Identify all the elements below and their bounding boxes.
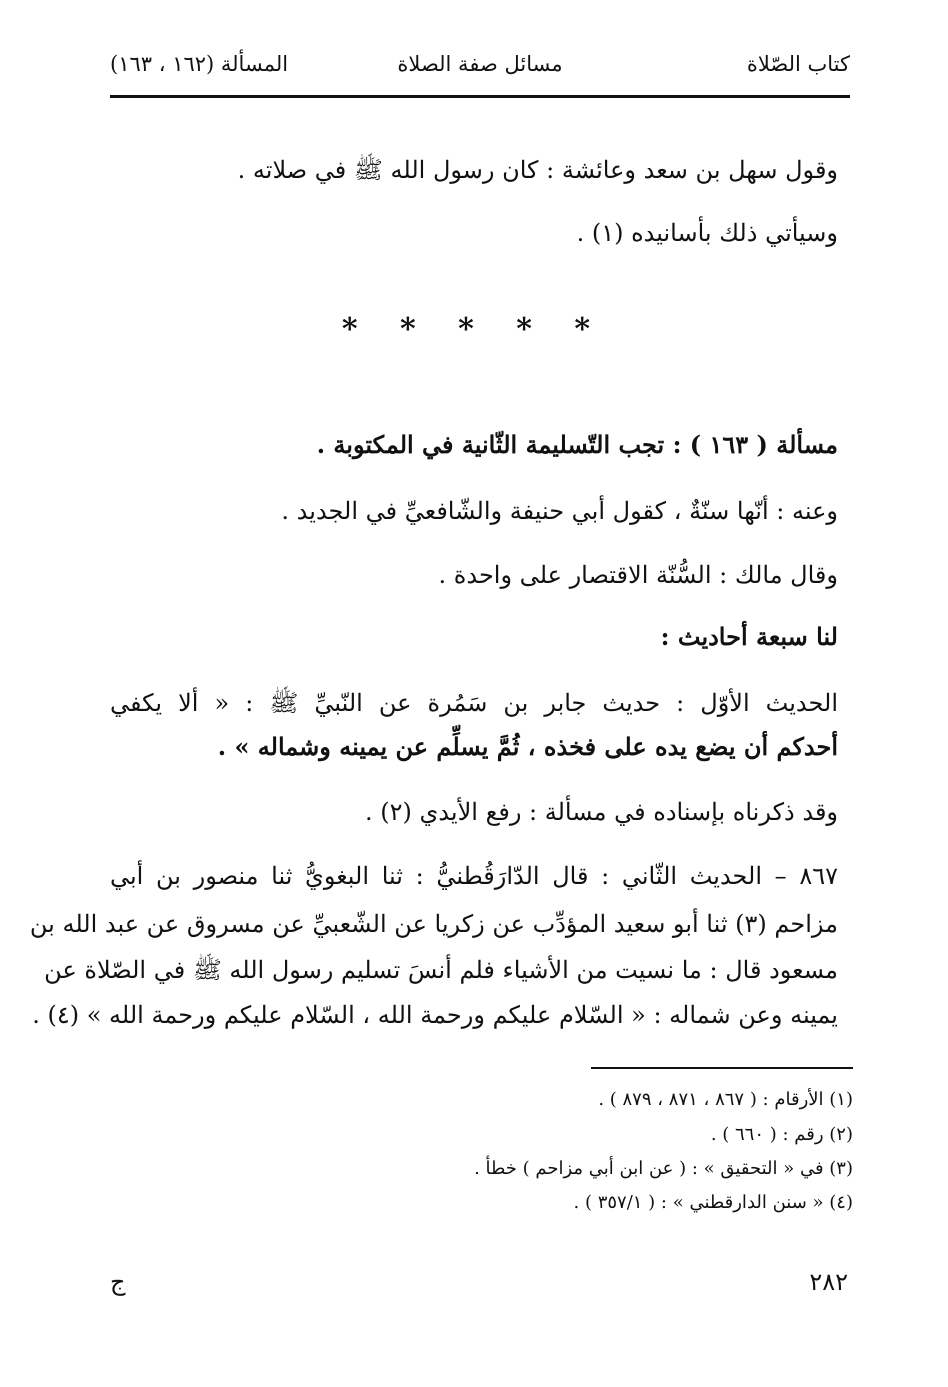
footnote-2: (٢) رقم : ( ٦٦٠ ) . <box>710 1124 853 1145</box>
intro-line-2: وسيأتي ذلك بأسانيده (١) . <box>576 219 838 247</box>
intro-line-1: وقول سهل بن سعد وعائشة : كان رسول الله ﷺ في صلاته . <box>237 156 838 184</box>
header-issue-range: المسألة (١٦٢ ، ١٦٣) <box>110 52 289 76</box>
header-chapter-title: مسائل صفة الصلاة <box>397 52 563 76</box>
hadith1-line-2: أحدكم أن يضع يده على فخذه ، ثُمَّ يسلِّم عن يمينه وشماله » . <box>217 732 838 761</box>
hadith2-line-2: مزاحم (٣) ثنا أبو سعيد المؤدِّب عن زكريا عن الشّعبيِّ عن مسروق عن عبد الله بن <box>29 910 838 938</box>
section-separator: * * * * * <box>341 312 607 347</box>
running-header <box>110 52 850 92</box>
hadith2-line-3: مسعود قال : ما نسيت من الأشياء فلم أنسَ تسليم رسول الله ﷺ في الصّلاة عن <box>44 956 838 984</box>
printer-signature: ج <box>110 1268 126 1296</box>
hadith2-line-4: يمينه وعن شماله : « السّلام عليكم ورحمة الله ، السّلام عليكم ورحمة الله » (٤) . <box>32 1001 838 1029</box>
footnote-3: (٣) في « التحقيق » : ( عن ابن أبي مزاحم ) خطأ . <box>474 1158 853 1179</box>
header-divider <box>110 95 850 98</box>
masala-title <box>317 428 838 462</box>
masala-heading: لنا سبعة أحاديث : <box>660 622 838 651</box>
page-number: ٢٨٢ <box>809 1268 848 1296</box>
hadith1-line-1: الحديث الأوّل : حديث جابر بن سَمُرة عن النّبيِّ ﷺ : « ألا يكفي <box>110 689 838 717</box>
masala-title-text: مسألة ( ١٦٣ ) : تجب التّسليمة الثّانية في المكتوبة . <box>316 430 838 459</box>
footnote-4: (٤) « سنن الدارقطني » : ( ٣٥٧/١ ) . <box>573 1192 853 1213</box>
masala-paragraph-2: وقال مالك : السُّنّة الاقتصار على واحدة . <box>438 561 838 589</box>
header-book-title: كتاب الصّلاة <box>746 52 850 76</box>
footnote-divider <box>591 1067 853 1069</box>
hadith1-note: وقد ذكرناه بإسناده في مسألة : رفع الأيدي (٢) . <box>365 798 838 826</box>
footnote-1: (١) الأرقام : ( ٨٦٧ ، ٨٧١ ، ٨٧٩ ) . <box>598 1089 853 1110</box>
masala-paragraph-1: وعنه : أنّها سنّةٌ ، كقول أبي حنيفة والشّافعيِّ في الجديد . <box>281 497 838 525</box>
hadith2-line-1: ٨٦٧ – الحديث الثّاني : قال الدّارَقُطنيُّ : ثنا البغويُّ ثنا منصور بن أبي <box>110 862 838 890</box>
